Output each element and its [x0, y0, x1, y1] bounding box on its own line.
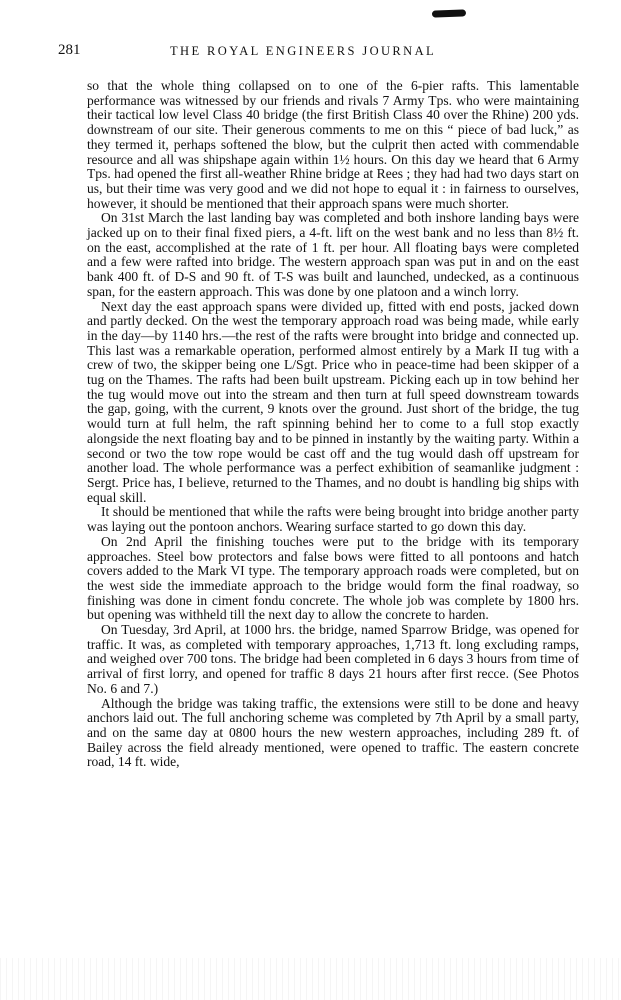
- paragraph-2: On 31st March the last landing bay was completed and both inshore landing bays were jacked up on to their final fixed piers, a 4-ft. lift on the west bank and no less than 8½ ft. on the east, accomplished at the rate of 1 ft. per hour. All floating bays were completed and a few were rafted into bridge. The western approach span was put in and on the east bank 400 ft. of D-S and 90 ft. of T-S was built and launched, undecked, as a continuous span, for the eastern approach. This was done by one platoon and a winch lorry.: [87, 210, 579, 299]
- journal-title: THE ROYAL ENGINEERS JOURNAL: [170, 44, 437, 58]
- paragraph-1: so that the whole thing collapsed on to one of the 6-pier rafts. This lamentable performance was witnessed by our friends and rivals 7 Army Tps. who were maintaining their tactical low level Class 40 bridge (the first British Class 40 over the Rhine) 200 yds. downstream of our site. Their generous comments to me on this “ piece of bad luck,” as they termed it, perhaps softened the blow, but the culprit then acted with commendable resource and all was shipshape again within 1½ hours. On this day we heard that 6 Army Tps. had opened the first all-weather Rhine bridge at Rees ; they had had two days start on us, but their time was very good and we did not hope to equal it : in fairness to ourselves, however, it should be mentioned that their approach spans were much shorter.: [87, 78, 579, 211]
- paragraph-6: On Tuesday, 3rd April, at 1000 hrs. the bridge, named Sparrow Bridge, was opened for traffic. It was, as completed with temporary approaches, 1,713 ft. long excluding ramps, and weighed over 700 tons. The bridge had been completed in 6 days 3 hours from time of arrival of first lorry, and opened for traffic 8 days 21 hours after first recce. (See Photos No. 6 and 7.): [87, 622, 579, 696]
- ink-blot: [432, 9, 466, 17]
- paragraph-5: On 2nd April the finishing touches were put to the bridge with its temporary approaches. Steel bow protectors and false bows were fitted to all pontoons and hatch covers added to the Mark VI type. The temporary approach roads were completed, but on the west side the immediate approach to the bridge would form the final roadway, so finishing was done in ciment fondu concrete. The whole job was complete by 1800 hrs. but opening was withheld till the next day to allow the concrete to harden.: [87, 533, 579, 623]
- scan-artifact: [0, 958, 621, 1000]
- paragraph-4: It should be mentioned that while the rafts were being brought into bridge another party was laying out the pontoon anchors. Wearing surface started to go down this day.: [87, 504, 579, 535]
- page-number: 281: [58, 42, 81, 58]
- paragraph-7: Although the bridge was taking traffic, the extensions were still to be done and heavy anchors laid out. The full anchoring scheme was completed by 7th April by a small party, and on the same day at 0800 hours the new western approaches, including 289 ft. of Bailey across the field already mentioned, were opened to traffic. The eastern concrete road, 14 ft. wide,: [87, 695, 579, 770]
- article-body: [87, 79, 579, 770]
- paragraph-3: Next day the east approach spans were divided up, fitted with end posts, jacked down and partly decked. On the west the temporary approach road was being made, while early in the day—by 1140 hrs.—the rest of the rafts were brought into bridge and connected up. This last was a remarkable operation, performed almost entirely by a Mark II tug with a crew of two, the skipper being one L/Sgt. Price who in peace-time had been skipper of a tug on the Thames. The rafts had been built upstream. Picking each up in tow behind her the tug would move out into the stream and then turn at full speed downstream towards the gap, going, with the current, 9 knots over the ground. Just short of the bridge, the tug would turn at full helm, the raft spinning behind her to come to a full stop exactly alongside the next floating bay and to be pinned in instantly by the waiting party. Within a second or two the tow rope would be cast off and the tug would dash off upstream for another load. The whole performance was a perfect exhibition of seamanlike judgment : Sergt. Price has, I believe, returned to the Thames, and no doubt is handling big ships with equal skill.: [87, 298, 579, 505]
